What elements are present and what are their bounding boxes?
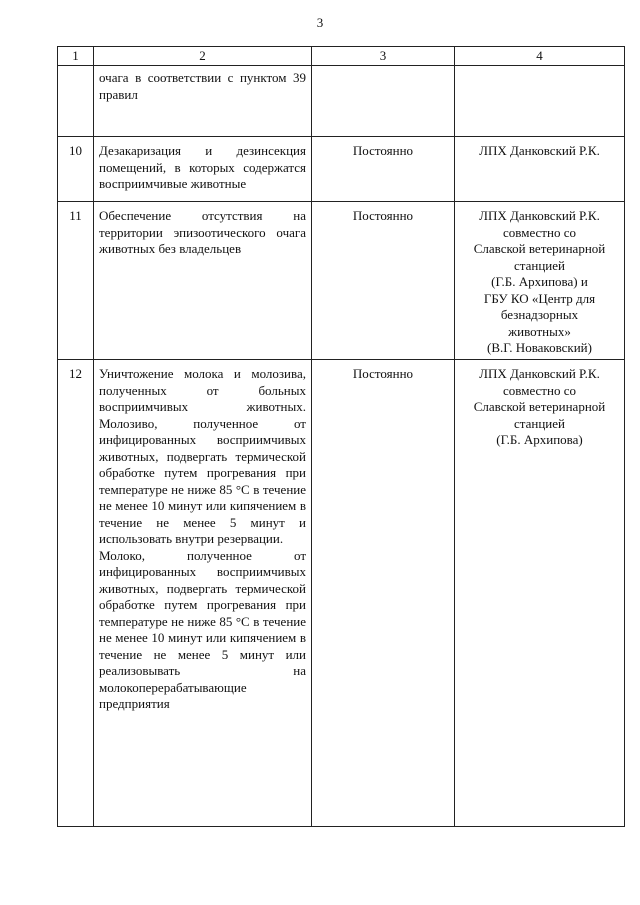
measure-text: Дезакаризация и дезинсекция помещений, в которых содержатся восприимчивые животные [99, 143, 306, 191]
row-number-cell [58, 202, 94, 360]
row-number: 10 [69, 143, 82, 158]
responsible-text: ЛПХ Данковский Р.К. [479, 143, 600, 158]
period-text: Постоянно [352, 366, 414, 381]
measure-cell [94, 360, 312, 827]
header-cell-3: 3 [312, 47, 455, 66]
period-cell [312, 360, 455, 827]
responsible-cell [455, 66, 625, 137]
table-row [58, 360, 625, 827]
row-number-cell [58, 137, 94, 202]
row-number: 11 [69, 208, 82, 223]
measure-text: очага в соответствии с пунктом 39 правил [99, 70, 306, 102]
responsible-text [455, 66, 624, 74]
period-cell [312, 66, 455, 137]
period-text: Постоянно [352, 208, 414, 223]
period-cell [312, 202, 455, 360]
table-row [58, 202, 625, 360]
responsible-text: ЛПХ Данковский Р.К. совместно со Славской ветеринарной станцией (Г.Б. Архипова) и ГБУ КО «Центр для безнадзорных животных» (В.Г. Новаковский) [473, 208, 606, 355]
measure-cell [94, 137, 312, 202]
row-number-cell [58, 360, 94, 827]
responsible-cell [455, 202, 625, 360]
period-text: Постоянно [352, 143, 414, 158]
measure-cell [94, 66, 312, 137]
responsible-cell [455, 360, 625, 827]
table-row [58, 66, 625, 137]
measure-cell [94, 202, 312, 360]
page-number: 3 [316, 15, 324, 30]
table-row [58, 137, 625, 202]
header-cell-4: 4 [455, 47, 625, 66]
period-cell [312, 137, 455, 202]
row-number-cell [58, 66, 94, 137]
row-number: 12 [69, 366, 82, 381]
period-text [312, 66, 454, 72]
row-number [58, 66, 93, 72]
measure-text: Уничтожение молока и молозива, полученных от больных восприимчивых животных. Молозиво, полученное от инфицированных восприимчивых животных, подвергать термической обработке путем прогревания при температуре не ниже 85 °С в течение не менее 10 минут или кипячением в течение не менее 5 минут и использовать внутри резервации. Молоко, полученное от инфицированных восприимчивых животных, подвергать термической обработке путем прогревания при температуре не ниже 85 °С в течение не менее 10 минут или кипячением в течение не менее 5 минут или реализовывать на молокоперерабатывающие предприятия [99, 366, 306, 711]
responsible-cell [455, 137, 625, 202]
responsible-text: ЛПХ Данковский Р.К. совместно со Славской ветеринарной станцией (Г.Б. Архипова) [473, 366, 606, 447]
measure-text: Обеспечение отсутствия на территории эпизоотического очага животных без владельцев [99, 208, 306, 256]
header-cell-2: 2 [94, 47, 312, 66]
header-cell-1: 1 [58, 47, 94, 66]
measures-table [57, 46, 625, 827]
table-header-row [58, 47, 625, 66]
